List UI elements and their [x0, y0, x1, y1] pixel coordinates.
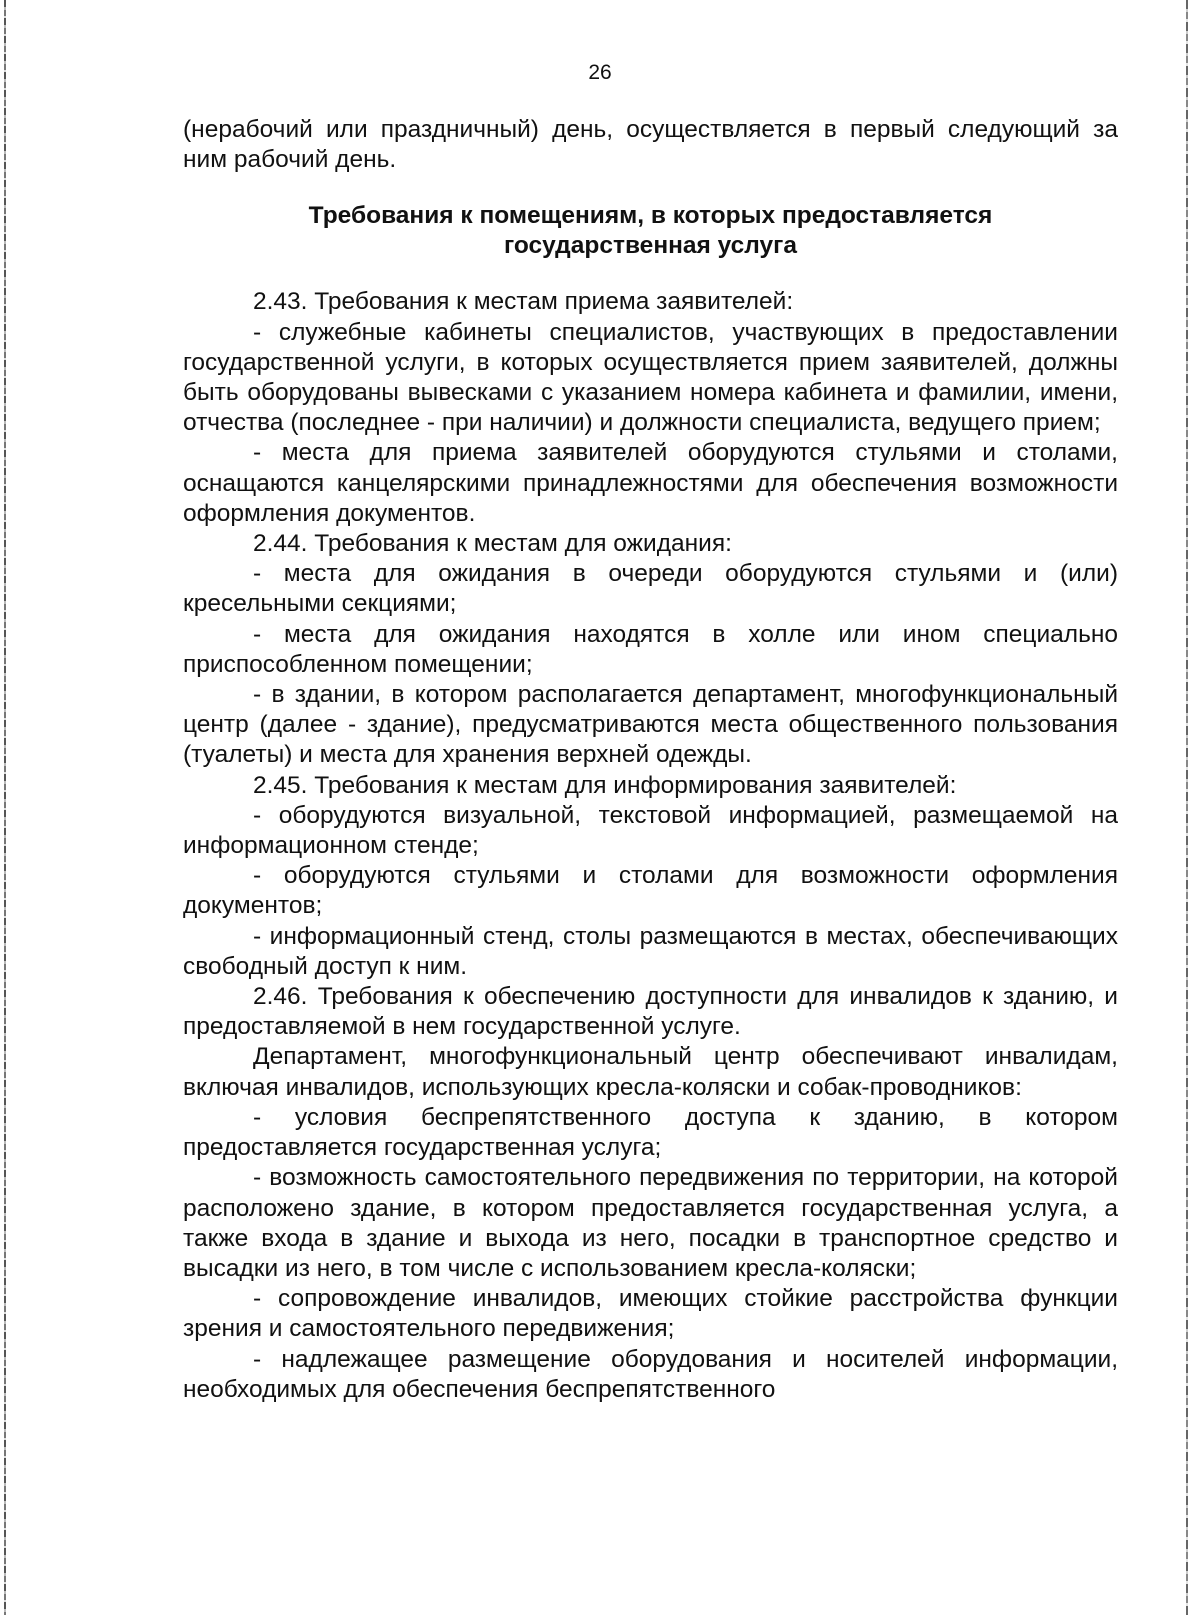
scan-edge-right [1186, 0, 1188, 1615]
paragraph-department-provides: Департамент, многофункциональный центр обеспечивают инвалидам, включая инвалидов, использующих кресла-коляски и собак-проводников: [183, 1043, 1118, 1101]
paragraph-2-45: 2.45. Требования к местам для информирования заявителей: [253, 771, 957, 799]
paragraph-info-access: - информационный стенд, столы размещаются в местах, обеспечивающих свободный доступ к ним. [183, 922, 1118, 980]
section-heading-line-1: Требования к помещениям, в которых предоставляется [308, 202, 993, 230]
paragraph-2-44: 2.44. Требования к местам для ожидания: [253, 530, 732, 558]
scan-edge-left [4, 0, 6, 1615]
paragraph-escort: - сопровождение инвалидов, имеющих стойкие расстройства функции зрения и самостоятельного передвижения; [183, 1285, 1118, 1343]
paragraph-barrier-free-access: - условия беспрепятственного доступа к зданию, в котором предоставляется государственная услуга; [183, 1103, 1118, 1162]
paragraph-waiting-seats: - места для ожидания в очереди оборудуются стульями и (или) кресельными секциями; [183, 560, 1118, 618]
paragraph-2-43: 2.43. Требования к местам приема заявителей: [253, 288, 794, 316]
intro-paragraph: (нерабочий или праздничный) день, осуществляется в первый следующий за ним рабочий день. [183, 116, 1118, 174]
paragraph-building-facilities: - в здании, в котором располагается департамент, многофункциональный центр (далее - здание), предусматриваются места общественного пользования (туалеты) и места для хранения верхней одежды. [183, 681, 1118, 769]
paragraph-equipment-placement: - надлежащее размещение оборудования и носителей информации, необходимых для обеспечения беспрепятственного [183, 1345, 1118, 1403]
paragraph-2-46: 2.46. Требования к обеспечению доступности для инвалидов к зданию, и предоставляемой в нем государственной услуге. [183, 983, 1118, 1041]
page-number: 26 [588, 61, 612, 84]
paragraph-info-furniture: - оборудуются стульями и столами для возможности оформления документов; [183, 862, 1118, 920]
paragraph-offices: - служебные кабинеты специалистов, участвующих в предоставлении государственной услуги, в которых осуществляется прием заявителей, должны быть оборудованы вывесками с указанием номера кабинета и фамилии, имени, отчества (последнее - при наличии) и должности специалиста, ведущего прием; [183, 318, 1118, 437]
paragraph-waiting-hall: - места для ожидания находятся в холле или ином специально приспособленном помещении; [183, 620, 1118, 678]
section-heading-line-2: государственная услуга [504, 232, 797, 260]
paragraph-info-stand: - оборудуются визуальной, текстовой информацией, размещаемой на информационном стенде; [183, 801, 1118, 860]
document-body [183, 115, 1118, 1405]
paragraph-independent-movement: - возможность самостоятельного передвижения по территории, на которой расположено здание, в котором предоставляется государственная услуга, а также входа в здание и выхода из него, посадки в транспортное средство и высадки из него, в том числе с использованием кресла-коляски; [183, 1164, 1118, 1282]
paragraph-reception-places: - места для приема заявителей оборудуются стульями и столами, оснащаются канцелярскими принадлежностями для обеспечения возможности оформления документов. [183, 439, 1118, 527]
section-heading [183, 201, 1118, 261]
